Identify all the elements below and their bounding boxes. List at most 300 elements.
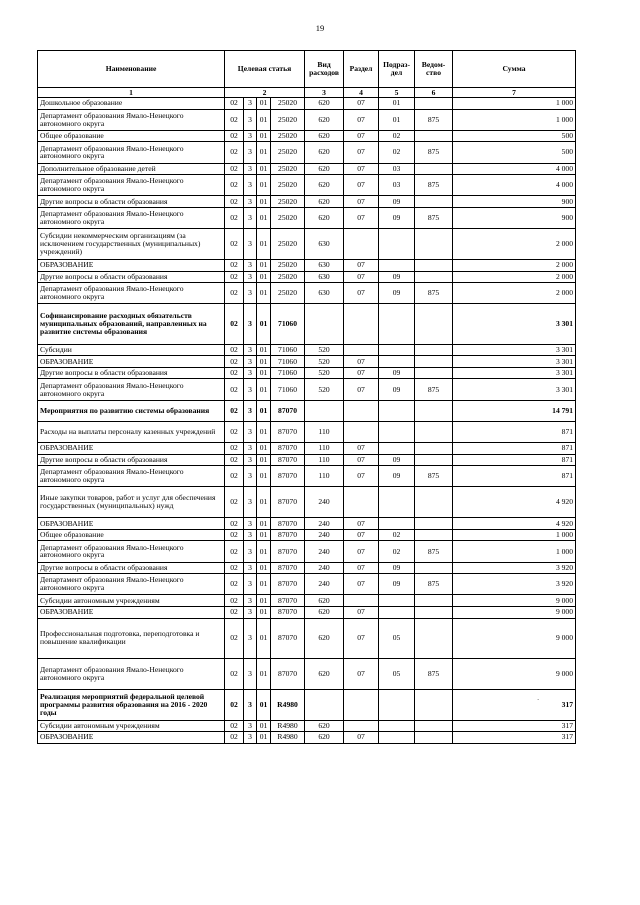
- cell-sum: 1 000: [453, 529, 576, 541]
- cell-direction: 87070: [271, 658, 305, 689]
- header-sum: Сумма: [453, 51, 576, 88]
- cell-section: 07: [344, 606, 379, 618]
- cell-expense-kind: 620: [305, 109, 344, 130]
- cell-name: Департамент образования Ямало-Ненецкого автономного округа: [38, 574, 225, 595]
- table-row: [38, 466, 576, 487]
- cell-main-activity: 01: [257, 595, 271, 607]
- cell-subsection: 09: [379, 379, 415, 400]
- cell-subsection: 02: [379, 142, 415, 163]
- table-row: [38, 109, 576, 130]
- cell-direction: 87070: [271, 443, 305, 455]
- cell-sum: 317: [453, 720, 576, 732]
- cell-name: ОБРАЗОВАНИЕ: [38, 518, 225, 530]
- cell-section: [344, 304, 379, 344]
- table-row: [38, 356, 576, 368]
- cell-section: 07: [344, 541, 379, 562]
- cell-program: 02: [225, 562, 244, 574]
- cell-main-activity: 01: [257, 689, 271, 720]
- cell-main-activity: 01: [257, 562, 271, 574]
- cell-main-activity: 01: [257, 229, 271, 260]
- cell-main-activity: 01: [257, 400, 271, 421]
- cell-department: [415, 304, 453, 344]
- cell-subprogram: 3: [244, 518, 257, 530]
- cell-expense-kind: 620: [305, 163, 344, 175]
- cell-program: 02: [225, 487, 244, 518]
- cell-name: Дошкольное образование: [38, 98, 225, 110]
- cell-main-activity: 01: [257, 732, 271, 744]
- cell-expense-kind: 630: [305, 259, 344, 271]
- cell-name: ОБРАЗОВАНИЕ: [38, 259, 225, 271]
- cell-name: Департамент образования Ямало-Ненецкого автономного округа: [38, 142, 225, 163]
- table-row: [38, 400, 576, 421]
- cell-section: 07: [344, 207, 379, 228]
- cell-subprogram: 3: [244, 529, 257, 541]
- cell-department: [415, 163, 453, 175]
- cell-program: 02: [225, 574, 244, 595]
- cell-program: 02: [225, 658, 244, 689]
- scan-mark: `: [537, 698, 540, 706]
- table-row: [38, 283, 576, 304]
- header-section: Раздел: [344, 51, 379, 88]
- cell-subsection: [379, 259, 415, 271]
- cell-section: 07: [344, 259, 379, 271]
- cell-subprogram: 3: [244, 207, 257, 228]
- table-row: [38, 344, 576, 356]
- cell-sum: 900: [453, 207, 576, 228]
- cell-subprogram: 3: [244, 229, 257, 260]
- cell-subsection: [379, 304, 415, 344]
- cell-program: 02: [225, 109, 244, 130]
- cell-program: 02: [225, 529, 244, 541]
- cell-subsection: 09: [379, 454, 415, 466]
- column-number: 2: [225, 88, 305, 98]
- cell-section: [344, 344, 379, 356]
- cell-subprogram: 3: [244, 356, 257, 368]
- cell-subsection: [379, 606, 415, 618]
- cell-direction: 87070: [271, 518, 305, 530]
- cell-sum: 500: [453, 142, 576, 163]
- cell-department: 875: [415, 541, 453, 562]
- cell-department: [415, 98, 453, 110]
- cell-name: Другие вопросы в области образования: [38, 196, 225, 208]
- cell-program: 02: [225, 518, 244, 530]
- cell-subprogram: 3: [244, 487, 257, 518]
- cell-main-activity: 01: [257, 379, 271, 400]
- header-kind: Вид расходов: [305, 51, 344, 88]
- cell-direction: R4980: [271, 720, 305, 732]
- table-row: [38, 421, 576, 442]
- cell-direction: 25020: [271, 98, 305, 110]
- cell-subsection: 03: [379, 163, 415, 175]
- cell-section: 07: [344, 658, 379, 689]
- table-row: [38, 367, 576, 379]
- cell-subsection: [379, 400, 415, 421]
- table-row: [38, 454, 576, 466]
- cell-department: [415, 443, 453, 455]
- cell-section: 07: [344, 732, 379, 744]
- table-row: [38, 98, 576, 110]
- cell-main-activity: 01: [257, 487, 271, 518]
- cell-department: [415, 618, 453, 658]
- cell-main-activity: 01: [257, 443, 271, 455]
- cell-department: [415, 421, 453, 442]
- cell-subprogram: 3: [244, 259, 257, 271]
- cell-sum: 3 920: [453, 574, 576, 595]
- cell-main-activity: 01: [257, 618, 271, 658]
- cell-direction: 87070: [271, 606, 305, 618]
- cell-subsection: 09: [379, 196, 415, 208]
- table-row: [38, 130, 576, 142]
- cell-name: Иные закупки товаров, работ и услуг для обеспечения государственных (муниципальных) нужд: [38, 487, 225, 518]
- cell-subprogram: 3: [244, 618, 257, 658]
- table-row: [38, 595, 576, 607]
- cell-program: 02: [225, 421, 244, 442]
- column-number: 4: [344, 88, 379, 98]
- cell-department: [415, 400, 453, 421]
- cell-program: 02: [225, 283, 244, 304]
- cell-subsection: 05: [379, 658, 415, 689]
- cell-subsection: [379, 720, 415, 732]
- table-row: [38, 379, 576, 400]
- cell-sum: 9 000: [453, 606, 576, 618]
- cell-main-activity: 01: [257, 518, 271, 530]
- cell-subprogram: 3: [244, 606, 257, 618]
- cell-subprogram: 3: [244, 421, 257, 442]
- cell-program: 02: [225, 379, 244, 400]
- cell-department: [415, 487, 453, 518]
- cell-section: 07: [344, 356, 379, 368]
- cell-sum: 3 920: [453, 562, 576, 574]
- cell-direction: 71060: [271, 379, 305, 400]
- cell-sum: 9 000: [453, 595, 576, 607]
- cell-subsection: 09: [379, 562, 415, 574]
- cell-subsection: [379, 229, 415, 260]
- table-row: [38, 207, 576, 228]
- cell-program: 02: [225, 175, 244, 196]
- cell-sum: 871: [453, 421, 576, 442]
- cell-subsection: 09: [379, 271, 415, 283]
- cell-subsection: 09: [379, 466, 415, 487]
- cell-main-activity: 01: [257, 304, 271, 344]
- cell-name: Мероприятия по развитию системы образования: [38, 400, 225, 421]
- cell-main-activity: 01: [257, 259, 271, 271]
- cell-name: Департамент образования Ямало-Ненецкого автономного округа: [38, 379, 225, 400]
- cell-subprogram: 3: [244, 466, 257, 487]
- table-row: [38, 720, 576, 732]
- cell-department: [415, 595, 453, 607]
- cell-sum: 9 000: [453, 618, 576, 658]
- cell-section: 07: [344, 175, 379, 196]
- cell-section: [344, 400, 379, 421]
- table-row: [38, 529, 576, 541]
- cell-subprogram: 3: [244, 658, 257, 689]
- cell-direction: 87070: [271, 400, 305, 421]
- cell-direction: R4980: [271, 732, 305, 744]
- cell-program: 02: [225, 367, 244, 379]
- cell-name: Реализация мероприятий федеральной целевой программы развития образования на 2016 - 2020 годы: [38, 689, 225, 720]
- cell-section: [344, 487, 379, 518]
- cell-sum: 2 000: [453, 271, 576, 283]
- cell-subprogram: 3: [244, 400, 257, 421]
- cell-main-activity: 01: [257, 142, 271, 163]
- cell-subprogram: 3: [244, 163, 257, 175]
- cell-department: 875: [415, 658, 453, 689]
- page-number: 19: [315, 23, 325, 33]
- cell-department: [415, 271, 453, 283]
- cell-main-activity: 01: [257, 175, 271, 196]
- cell-program: 02: [225, 207, 244, 228]
- cell-name: Профессиональная подготовка, переподготовка и повышение квалификации: [38, 618, 225, 658]
- cell-name: Другие вопросы в области образования: [38, 562, 225, 574]
- cell-name: Общее образование: [38, 130, 225, 142]
- cell-main-activity: 01: [257, 720, 271, 732]
- cell-subprogram: 3: [244, 720, 257, 732]
- cell-main-activity: 01: [257, 367, 271, 379]
- column-numbers-row: [38, 88, 576, 98]
- cell-sum: 1 000: [453, 109, 576, 130]
- cell-subprogram: 3: [244, 304, 257, 344]
- cell-main-activity: 01: [257, 271, 271, 283]
- cell-name: Субсидии некоммерческим организациям (за исключением государственных (муниципальных) учреждений): [38, 229, 225, 260]
- cell-sum: 1 000: [453, 98, 576, 110]
- cell-subprogram: 3: [244, 283, 257, 304]
- cell-department: [415, 196, 453, 208]
- cell-subsection: [379, 421, 415, 442]
- cell-section: [344, 720, 379, 732]
- cell-name: Департамент образования Ямало-Ненецкого автономного округа: [38, 466, 225, 487]
- cell-subprogram: 3: [244, 562, 257, 574]
- cell-program: 02: [225, 443, 244, 455]
- cell-direction: 25020: [271, 283, 305, 304]
- cell-expense-kind: 630: [305, 283, 344, 304]
- cell-department: [415, 689, 453, 720]
- cell-expense-kind: 620: [305, 618, 344, 658]
- cell-direction: 87070: [271, 562, 305, 574]
- cell-section: 07: [344, 529, 379, 541]
- cell-expense-kind: 520: [305, 356, 344, 368]
- cell-expense-kind: 520: [305, 379, 344, 400]
- cell-subsection: [379, 487, 415, 518]
- cell-sum: 3 301: [453, 344, 576, 356]
- cell-direction: 87070: [271, 618, 305, 658]
- cell-sum: 500: [453, 130, 576, 142]
- table-row: [38, 574, 576, 595]
- header-target: Целевая статья: [225, 51, 305, 88]
- cell-name: Общее образование: [38, 529, 225, 541]
- cell-subprogram: 3: [244, 732, 257, 744]
- cell-direction: 25020: [271, 259, 305, 271]
- cell-department: [415, 367, 453, 379]
- cell-subprogram: 3: [244, 689, 257, 720]
- cell-main-activity: 01: [257, 466, 271, 487]
- cell-subsection: 05: [379, 618, 415, 658]
- cell-program: 02: [225, 466, 244, 487]
- cell-expense-kind: 620: [305, 175, 344, 196]
- cell-department: [415, 356, 453, 368]
- cell-department: 875: [415, 109, 453, 130]
- column-number: 3: [305, 88, 344, 98]
- table-row: [38, 229, 576, 260]
- cell-subsection: [379, 518, 415, 530]
- cell-subprogram: 3: [244, 196, 257, 208]
- cell-department: 875: [415, 175, 453, 196]
- cell-department: [415, 454, 453, 466]
- cell-sum: 900: [453, 196, 576, 208]
- cell-name: ОБРАЗОВАНИЕ: [38, 606, 225, 618]
- cell-department: [415, 606, 453, 618]
- cell-section: 07: [344, 163, 379, 175]
- cell-section: [344, 229, 379, 260]
- cell-subsection: 09: [379, 207, 415, 228]
- cell-program: 02: [225, 304, 244, 344]
- cell-program: 02: [225, 196, 244, 208]
- cell-expense-kind: 620: [305, 595, 344, 607]
- cell-department: [415, 732, 453, 744]
- cell-sum: 4 920: [453, 487, 576, 518]
- cell-program: 02: [225, 142, 244, 163]
- cell-main-activity: 01: [257, 109, 271, 130]
- cell-name: ОБРАЗОВАНИЕ: [38, 732, 225, 744]
- cell-direction: 71060: [271, 344, 305, 356]
- cell-main-activity: 01: [257, 529, 271, 541]
- table-row: [38, 658, 576, 689]
- header-row: [38, 51, 576, 88]
- cell-main-activity: 01: [257, 658, 271, 689]
- table-row: [38, 689, 576, 720]
- cell-subsection: [379, 356, 415, 368]
- cell-subprogram: 3: [244, 379, 257, 400]
- cell-section: 07: [344, 443, 379, 455]
- cell-name: Департамент образования Ямало-Ненецкого автономного округа: [38, 541, 225, 562]
- cell-subsection: [379, 595, 415, 607]
- cell-sum: 871: [453, 443, 576, 455]
- cell-program: 02: [225, 229, 244, 260]
- cell-subprogram: 3: [244, 175, 257, 196]
- cell-program: 02: [225, 130, 244, 142]
- cell-subsection: [379, 732, 415, 744]
- cell-subsection: 03: [379, 175, 415, 196]
- cell-department: [415, 259, 453, 271]
- cell-program: 02: [225, 689, 244, 720]
- cell-expense-kind: 630: [305, 271, 344, 283]
- cell-subprogram: 3: [244, 443, 257, 455]
- cell-program: 02: [225, 618, 244, 658]
- table-row: [38, 443, 576, 455]
- table-row: [38, 518, 576, 530]
- cell-name: Департамент образования Ямало-Ненецкого автономного округа: [38, 283, 225, 304]
- cell-expense-kind: 240: [305, 529, 344, 541]
- cell-section: [344, 689, 379, 720]
- cell-main-activity: 01: [257, 163, 271, 175]
- cell-subsection: 09: [379, 367, 415, 379]
- cell-department: [415, 229, 453, 260]
- table-row: [38, 562, 576, 574]
- cell-program: 02: [225, 454, 244, 466]
- cell-sum: 3 301: [453, 356, 576, 368]
- cell-expense-kind: 110: [305, 454, 344, 466]
- cell-subsection: [379, 689, 415, 720]
- cell-expense-kind: 620: [305, 207, 344, 228]
- cell-main-activity: 01: [257, 130, 271, 142]
- column-number: 5: [379, 88, 415, 98]
- cell-direction: 25020: [271, 109, 305, 130]
- cell-expense-kind: 240: [305, 574, 344, 595]
- cell-main-activity: 01: [257, 454, 271, 466]
- cell-expense-kind: 520: [305, 367, 344, 379]
- cell-direction: 87070: [271, 541, 305, 562]
- cell-direction: R4980: [271, 689, 305, 720]
- cell-department: [415, 529, 453, 541]
- cell-expense-kind: 620: [305, 98, 344, 110]
- table-row: [38, 163, 576, 175]
- cell-department: 875: [415, 283, 453, 304]
- cell-main-activity: 01: [257, 207, 271, 228]
- cell-section: 07: [344, 142, 379, 163]
- cell-section: 07: [344, 271, 379, 283]
- cell-subsection: 01: [379, 109, 415, 130]
- cell-name: Департамент образования Ямало-Ненецкого автономного округа: [38, 175, 225, 196]
- cell-subsection: 09: [379, 574, 415, 595]
- cell-direction: 87070: [271, 529, 305, 541]
- cell-direction: 25020: [271, 196, 305, 208]
- cell-subsection: 09: [379, 283, 415, 304]
- cell-sum: 4 000: [453, 175, 576, 196]
- cell-program: 02: [225, 271, 244, 283]
- table-row: [38, 271, 576, 283]
- cell-sum: 871: [453, 454, 576, 466]
- cell-main-activity: 01: [257, 574, 271, 595]
- cell-name: Другие вопросы в области образования: [38, 367, 225, 379]
- cell-direction: 87070: [271, 487, 305, 518]
- cell-expense-kind: [305, 400, 344, 421]
- cell-main-activity: 01: [257, 283, 271, 304]
- cell-sum: 4 000: [453, 163, 576, 175]
- cell-sum: 871: [453, 466, 576, 487]
- cell-direction: 87070: [271, 454, 305, 466]
- cell-direction: 25020: [271, 207, 305, 228]
- cell-direction: 71060: [271, 304, 305, 344]
- cell-expense-kind: 620: [305, 196, 344, 208]
- cell-expense-kind: 620: [305, 606, 344, 618]
- cell-section: 07: [344, 196, 379, 208]
- cell-expense-kind: 110: [305, 421, 344, 442]
- cell-program: 02: [225, 595, 244, 607]
- cell-department: [415, 562, 453, 574]
- cell-expense-kind: [305, 304, 344, 344]
- cell-expense-kind: 620: [305, 732, 344, 744]
- cell-direction: 87070: [271, 466, 305, 487]
- cell-expense-kind: 620: [305, 658, 344, 689]
- cell-name: Другие вопросы в области образования: [38, 271, 225, 283]
- cell-section: 07: [344, 367, 379, 379]
- cell-sum: 3 301: [453, 379, 576, 400]
- cell-sum: 9 000: [453, 658, 576, 689]
- cell-department: 875: [415, 142, 453, 163]
- cell-section: 07: [344, 109, 379, 130]
- cell-subsection: [379, 443, 415, 455]
- cell-sum: 3 301: [453, 304, 576, 344]
- cell-department: 875: [415, 207, 453, 228]
- cell-direction: 87070: [271, 421, 305, 442]
- cell-direction: 87070: [271, 595, 305, 607]
- table-row: [38, 618, 576, 658]
- cell-direction: 87070: [271, 574, 305, 595]
- cell-program: 02: [225, 163, 244, 175]
- cell-program: 02: [225, 356, 244, 368]
- cell-main-activity: 01: [257, 344, 271, 356]
- cell-name: Расходы на выплаты персоналу казенных учреждений: [38, 421, 225, 442]
- header-subsection: Подраз-дел: [379, 51, 415, 88]
